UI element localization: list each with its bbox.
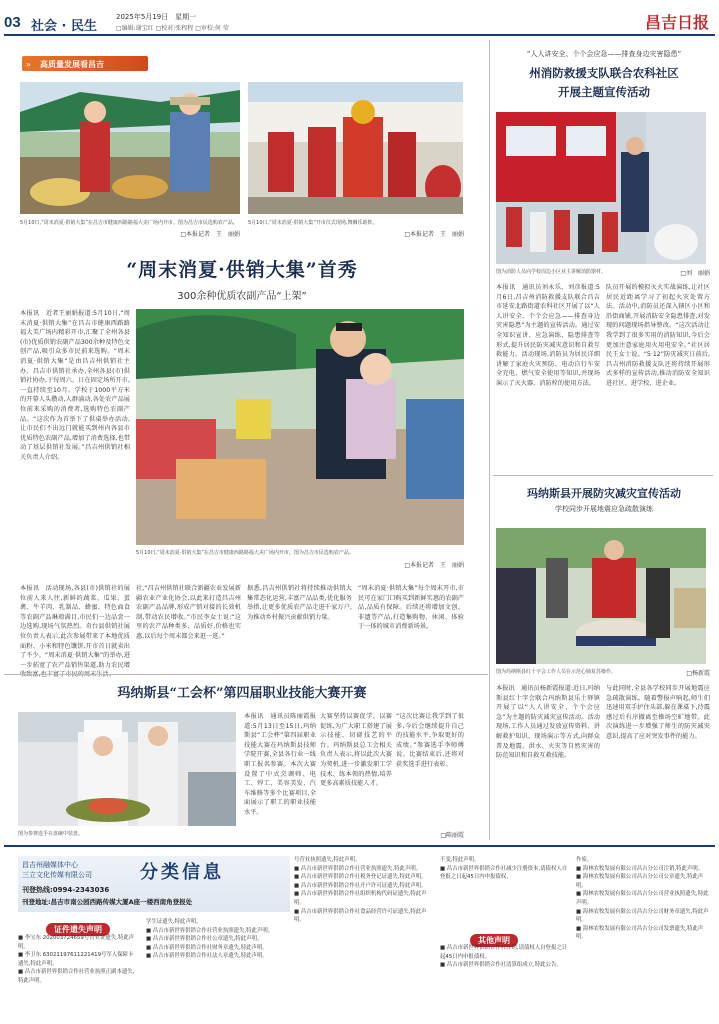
issue-date: 2025年5月19日 星期一 (116, 13, 197, 21)
arrow-icon: » (26, 60, 31, 69)
story2-body-col1: 本报讯 通讯员刘永乐、刘彦报道:5月6日,昌吉州消防救援支队联合昌吉市延安北路街道农科社区开展了以“人人讲安全、个个会应急——排查身边灾害隐患”为主题的宣传活动。通过安全知识宣讲、应急演练、隐患排查等形式,提升居民防灾减灾意识和自救互救能力。活动现场,消防员为居民详细讲解了家庭火灾预防、电动自行车安全充电、燃气安全使用等知识,并现场演示了灭火器、消防栓的使用方法。 (496, 284, 600, 387)
list-item: ■ 昌吉市新世界供销合作社营业执照正副本遗失,特此声明。 (18, 969, 135, 984)
list-item: ■ 昌吉市新世界供销合作社减少注册资本,请债权人自登报之日起45日内申报债权。 (440, 865, 568, 881)
family-photo-byline: □本报记者 王 丽娟 (404, 562, 464, 569)
story3-body-col1: 本报讯 通讯员杨新霞报道:近日,玛纳斯县红十字会联合玛纳斯县乐土驿镇开展了以“人人讲安全、个个会应急”为主题的防灾减灾宣传活动。活动现场,工作人员通过发放宣传资料、讲解救护知识、现场演示等方式,向群众普及地震、洪水、火灾等自然灾害的防范知识和自救互救技能。 (496, 685, 600, 760)
classified-title: 分类信息 (140, 862, 224, 883)
fire-photo-byline: □刘 丽娟 (680, 270, 710, 277)
fire-photo-caption: 图为消防人员向学校周边小区业主讲解消防器材。 (496, 269, 607, 275)
story1-body-col5: “周末消夏·供销大集”每个周末开市,市民可在家门口购买到新鲜实惠的农副产品,品质有保障。后续还将增加文创、非遗等产品,打造集购物、休闲、体验于一体的城市消费新场景。 (358, 585, 464, 631)
family-photo (136, 309, 464, 545)
market-photo-left (20, 82, 240, 214)
classified-col1 (18, 934, 138, 1018)
classified-col3 (294, 856, 434, 1018)
page-number: 03 (4, 14, 21, 31)
story1-body-col4: 据悉,昌吉州供销社将持续推动供销大集常态化运营,丰富产品品类,优化服务举措,让更多优质农产品走进千家万户,为推动乡村振兴贡献供销力量。 (247, 585, 352, 621)
cooking-photo-caption: 图为参赛选手在盘碗中装盘。 (18, 831, 84, 837)
story1-headline: “周末消夏·供销大集”首秀 (126, 259, 358, 281)
story4-headline: 玛纳斯县“工会杯”第四届职业技能大赛开赛 (117, 686, 367, 701)
story4-body-col3: “这次比赛让我学到了很多,今后会继续提升自己的技能水平,争取更好的成绩。”参赛选手李师傅说。比赛结束后,还将对获奖选手进行表彰。 (396, 713, 464, 768)
list-item: 号营业执照遗失,特此声明。 (294, 857, 361, 863)
lost-cert-tag-label: 证件遗失声明 (46, 923, 110, 936)
classified-address: 刊登地址:昌吉市南公园西路传媒大厦A座一楼西南角登报处 (22, 898, 193, 906)
list-item: ■ 昌吉市新世界供销合作社法人章遗失,特此声明。 (146, 953, 268, 960)
story1-subheadline: 300余种优质农副产品“上架” (177, 291, 307, 302)
story3-headline: 玛纳斯县开展防灾减灾宣传活动 (527, 487, 681, 500)
photo-byline-left: □本报记者 王 丽娟 (180, 231, 240, 238)
first-aid-caption: 图为玛纳斯县红十字会工作人员在示范心肺复苏操作。 (496, 669, 617, 675)
list-item: ■ 昌吉市新世界供销合作社营业执照遗失,特此声明。 (294, 865, 422, 872)
list-item: ■ 昌吉市新世界供销合作社税务登记证遗失,特此声明。 (294, 874, 427, 881)
list-item: ■ 海林农牧发展有限公司昌吉分公司注销,特此声明。 (576, 865, 704, 872)
list-item: 不变,特此声明。 (440, 857, 480, 863)
list-item: ■ 昌吉市新世界供销合作社注销,请债权人自登报之日起45日内申报债权。 (440, 945, 568, 960)
section-divider (4, 674, 488, 675)
other-tag-label: 其他声明 (470, 934, 518, 947)
list-item: ■ 昌吉市新世界供销合作社开户许可证遗失,特此声明。 (294, 882, 427, 889)
classified-col4a (440, 856, 568, 916)
story2-kicker: “人人讲安全、个个会应急——排查身边灾害隐患” (526, 50, 682, 58)
section-title: 社会 · 民生 (31, 19, 97, 34)
family-photo-caption: 5月10日,“周末消夏·供销大集”在昌吉市健康西路路福大美广场内开市。图为昌吉市民选购农产品。 (136, 550, 354, 556)
first-aid-byline: □杨新霞 (686, 670, 710, 677)
list-item: 作废。 (576, 857, 593, 863)
list-item: 学生证遗失,特此声明。 (146, 919, 202, 925)
classified-col4b (440, 944, 568, 1018)
list-item: ■ 昌吉市新世界供销合作社清算组成立,特此公告。 (440, 962, 562, 969)
photo-caption-right: 5月10日,“周末消夏·供销大集”开市仪式现场,舞狮乐助阵。 (248, 220, 378, 226)
list-item: ■ 海林农牧发展有限公司昌吉分公司营业执照遗失,特此声明。 (576, 891, 709, 906)
list-item: ■ 昌吉市新世界供销合作社食品经营许可证遗失,特此声明。 (294, 908, 427, 924)
cooking-contest-photo (18, 712, 236, 826)
classified-col5 (576, 856, 712, 1018)
list-item: ■ 海林农牧发展有限公司昌吉分公司财务章遗失,特此声明。 (576, 908, 709, 924)
section-divider (493, 475, 713, 476)
classified-phone: 刊登热线:0994-2343036 (22, 886, 110, 894)
cooking-photo-byline: □陈丽霞 (440, 832, 464, 839)
story2-headline-1: 州消防救援支队联合农科社区 (529, 66, 679, 80)
list-item: ■ 海林农牧发展有限公司昌吉分公司公章遗失,特此声明。 (576, 874, 704, 889)
list-item: ■ 海林农牧发展有限公司昌吉分公司发票遗失,特此声明。 (576, 925, 704, 941)
list-item: ■ 李卫东 63021197611221419号军人保障卡遗失,特此声明。 (18, 952, 134, 967)
story2-body-col2: 队员开展的模拟灭火实战演练,让社区居民近距离学习了初起火灾处置方法。活动中,消防员还深入辖区小区和沿街商铺,开展消防安全隐患排查,对发现的问题现场指导整改。“这次活动让我学到了很多实用的消防知识,今后会更加注意家庭用火用电安全。”社区居民王女士说。“5·12”防灾减灾日前后,昌吉州消防救援支队还将持续开展形式多样的宣传活动,推动消防安全知识进社区、进学校、进企业。 (606, 284, 710, 387)
first-aid-photo (496, 528, 706, 664)
fire-truck-photo (496, 112, 706, 264)
photo-caption-left: 5月10日,“周末消夏·供销大集”在昌吉市健康西路路福大美广场内开市。图为昌吉市民选购农产品。 (20, 220, 238, 226)
photo-byline-right: □本报记者 王 丽娟 (404, 231, 464, 238)
story3-body-col2: 与此同时,全县各学校同步开展地震应急疏散演练。随着警报声响起,师生们迅速用双手护住头部,躲在课桌下,待震感过后有序撤离至操场空旷地带。此次演练进一步增强了师生的防灾减灾意识,提高了应对突发事件的能力。 (606, 685, 710, 740)
editor-info: □编辑:谢宝红 □校对:张程程 □审校:何 莹 (116, 25, 229, 32)
list-item: ■ 昌吉市新世界供销合作社公章遗失,特此声明。 (146, 936, 263, 943)
section-banner-label: 高质量发展看昌吉 (40, 60, 104, 69)
story2-headline-2: 开展主题宣传活动 (558, 85, 650, 99)
list-item: ■ 昌吉市新世界供销合作社财务章遗失,特此声明。 (146, 944, 268, 951)
story4-body-col1: 本报讯 通讯员陈丽霞报道:5月13日至15日,玛纳斯县“工会杯”第四届职业技能大赛在玛纳斯县技师学院开赛,全县各行业一线职工报名参赛。本次大赛设置了中式烹调师、电工、焊工、美容美发、汽车维修等多个比赛项目,全面展示了职工的职业技能水平。 (244, 713, 316, 816)
classified-col2 (146, 918, 286, 1018)
story3-subheadline: 学校同步开展地震应急疏散演练 (555, 505, 653, 513)
list-item: ■ 李宝东 202003724659号营业证遗失,特此声明。 (18, 935, 135, 950)
classified-company-1: 昌吉州融媒体中心 (22, 861, 78, 869)
story1-body-col3: 社,“昌吉州供销社联合新疆农业发展新疆农业产业化协会,以此来打造昌吉州农副产品品牌,形成产销对接的长效机制,带动农民增收。”市民李女士说:“这里的农产品种类多、品质好,价格也实惠,以后每个周末都会来逛一逛。” (136, 585, 241, 640)
classified-company-2: 三立文化传媒有限公司 (22, 871, 92, 879)
story1-body-col1: 本报讯 近者王丽娟报道:5月10日,“周末消夏·供销大集”在昌吉市健康西路路福大美广场内精彩开市,汇聚了全州各县(市)优质供销农副产品300余种及特色文创产品,吸引众多市民前来选购。“周末消夏·供销大集”是由昌吉州供销社主办、昌吉市供销社承办,全州各县(市)供销社协办,于每周六、日在固定场所开市,一直持续至10月。学校于1000平方米的开幕人头攒动,人群涌动,各处农产品展位前来采购的消费者,选购特色农副产品。“这次作为首举下了供桌举办活动,让市民们不出远门就能买到州内各县市优质特色农副产品,增加了消费选择,也带动了基层供销社发展。”昌吉州供销社相关负责人介绍。 (20, 310, 130, 461)
header-rule (4, 34, 715, 36)
newspaper-logo: 昌吉日报 (644, 13, 709, 32)
list-item: ■ 昌吉市新世界供销合作社营业执照遗失,特此声明。 (146, 927, 274, 934)
story1-body-col2: 本报讯 活动现场,各县(市)供销社的展位前人来人往,新鲜的蔬菜、瓜果、蛋禽、牛羊肉、乳制品、蜂蜜、特色面食等农副产品琳琅满目,市民们一边品尝一边选购,现场气氛热烈。奇台县供销社展位负责人表示,此次参展带来了本地优质面粉、小米和特色馕饼,开市首日就卖出了不少。“周末消夏·供销大集”的举办,进一步拓宽了农产品销售渠道,助力农民增 (20, 585, 130, 669)
story4-body-col2: 大赛坚持以赛促学、以赛促练,为广大职工搭建了展示技能、切磋技艺的平台。玛纳斯县总工会相关负责人表示,将以此次大赛为契机,进一步激发职工学技术、练本领的热情,培养更多高素质技能人才。 (320, 713, 392, 788)
list-item: ■ 昌吉市新世界供销合作社组织机构代码证遗失,特此声明。 (294, 891, 427, 906)
lion-dance-photo (248, 82, 463, 214)
column-divider (489, 40, 490, 840)
